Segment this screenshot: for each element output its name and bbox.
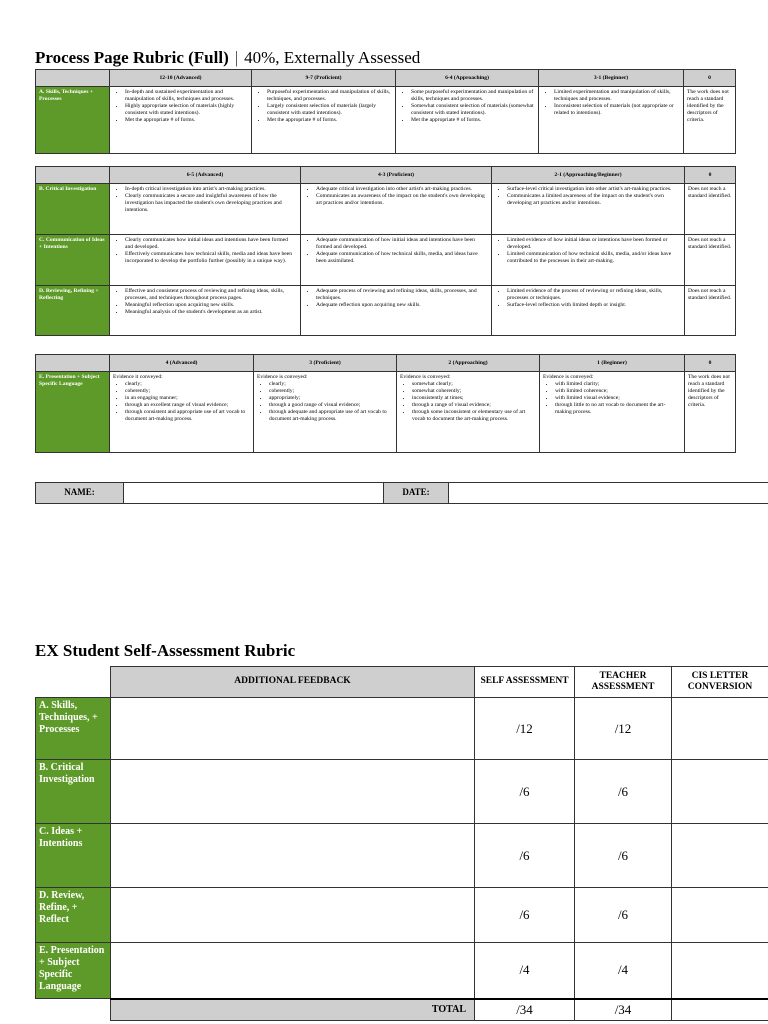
descriptor-item: • Inconsistent selection of materials (not appropriate or related to intentions). — [554, 103, 680, 117]
descriptor-item: • coherently; — [125, 388, 250, 395]
descriptor-item: • through some inconsistent or elementary use of art vocab to document the art-making process. — [412, 409, 536, 423]
zero-cell: Does not reach a standard identified. — [685, 184, 736, 235]
feedback-cell[interactable] — [111, 824, 475, 888]
self-score[interactable]: /4 — [475, 943, 575, 999]
descriptor-item: • through a range of visual evidence; — [412, 402, 536, 409]
descriptor-item: • clearly; — [125, 381, 250, 388]
descriptor-item: • Adequate process of reviewing and refining ideas, skills, processes, and techniques. — [316, 288, 488, 302]
descriptor-item: • Communicates an awareness of the impact on the student's own developing art practices and/or intentions. — [316, 193, 488, 207]
header-beginner: 3-1 (Beginner) — [539, 70, 684, 87]
total-label: TOTAL — [111, 999, 475, 1021]
descriptor-item: • Limited evidence of how initial ideas or intentions have been formed or developed. — [507, 237, 681, 251]
descriptor-item: • Meaningful analysis of the student's development as an artist. — [125, 309, 297, 316]
descriptor-item: • Effective and consistent process of reviewing and refining ideas, skills, processes, and techniques throughout process pages. — [125, 288, 297, 302]
header-approaching: 2 (Approaching) — [397, 355, 540, 372]
header-self: SELF ASSESSMENT — [475, 667, 575, 698]
descriptor-item: • coherently; — [269, 388, 393, 395]
criteria-label: C. Communication of Ideas + Intentions — [36, 235, 110, 286]
descriptor-item: • Some purposeful experimentation and manipulation of skills, techniques and processes. — [411, 89, 535, 103]
self-total[interactable]: /34 — [475, 999, 575, 1021]
teacher-score[interactable]: /6 — [575, 888, 672, 943]
cis-cell[interactable] — [672, 943, 768, 999]
descriptor-cell — [492, 235, 685, 286]
descriptor-item: • somewhat coherently; — [412, 388, 536, 395]
rubric-table-a — [35, 69, 736, 154]
header-proficient: 9-7 (Proficient) — [252, 70, 396, 87]
self-score[interactable]: /6 — [475, 760, 575, 824]
descriptor-item: • Somewhat consistent selection of materials (somewhat consistent with stated intentions). — [411, 103, 535, 117]
descriptor-cell: Evidence is conveyed: • with limited clarity; • with limited coherence; • with limited visual evidence; • through little to no art vocab to document the art-making process. — [540, 372, 685, 453]
feedback-cell[interactable] — [111, 943, 475, 999]
descriptor-item: • Surface-level reflection with limited depth or insight. — [507, 302, 681, 309]
date-field[interactable] — [449, 483, 768, 504]
descriptor-item: • Surface-level critical investigation into other artist's art-making practices. — [507, 186, 681, 193]
header-approaching: 6-4 (Approaching) — [396, 70, 539, 87]
descriptor-cell — [110, 87, 252, 154]
descriptor-cell — [110, 286, 301, 336]
descriptor-item: • Effectively communicates how technical skills, media and ideas have been incorporated to develop the portfolio further (possibly in a unique way). — [125, 251, 297, 265]
zero-cell: The work does not reach a standard identified by the descriptors of criteria. — [684, 87, 736, 154]
descriptor-item: • in an engaging manner; — [125, 395, 250, 402]
header-advanced: 12-10 (Advanced) — [110, 70, 252, 87]
criteria-label: A. Skills, Techniques + Processes — [36, 87, 110, 154]
descriptor-item: • Adequate communication of how technical skills, media, and ideas have been assimilated. — [316, 251, 488, 265]
teacher-score[interactable]: /6 — [575, 760, 672, 824]
zero-cell: The work does not reach a standard identified by the descriptors of criteria. — [685, 372, 736, 453]
descriptor-cell — [110, 184, 301, 235]
page-title: Process Page Rubric (Full) | 40%, Externally Assessed — [35, 48, 421, 67]
teacher-total[interactable]: /34 — [575, 999, 672, 1021]
descriptor-item: • Adequate communication of how initial ideas and intentions have been formed and developed. — [316, 237, 488, 251]
header-zero: 0 — [685, 167, 736, 184]
descriptor-item: • with limited visual evidence; — [555, 395, 681, 402]
header-approaching: 2-1 (Approaching/Beginner) — [492, 167, 685, 184]
feedback-cell[interactable] — [111, 888, 475, 943]
descriptor-item: • somewhat clearly; — [412, 381, 536, 388]
teacher-score[interactable]: /6 — [575, 824, 672, 888]
descriptor-cell — [492, 286, 685, 336]
header-beginner: 1 (Beginner) — [540, 355, 685, 372]
descriptor-item: • appropriately; — [269, 395, 393, 402]
descriptor-cell — [252, 87, 396, 154]
criteria-label: A. Skills, Techniques, + Processes — [36, 698, 111, 760]
descriptor-item: • Limited experimentation and manipulation of skills, techniques and processes. — [554, 89, 680, 103]
descriptor-cell — [301, 235, 492, 286]
rubric-table-bcd — [35, 166, 736, 336]
descriptor-item: • Communicates a limited awareness of the impact on the student's own developing art practices and/or intentions. — [507, 193, 681, 207]
name-field[interactable] — [124, 483, 384, 504]
self-assessment-title: EX Student Self-Assessment Rubric — [35, 641, 296, 660]
descriptor-cell: Evidence it conveyed: • clearly; • coherently; • in an engaging manner; • through an excellent range of visual evidence; • through consistent and appropriate use of art vocab to document art-making process. — [110, 372, 254, 453]
name-date-bar — [35, 482, 768, 504]
self-score[interactable]: /6 — [475, 888, 575, 943]
descriptor-cell — [492, 184, 685, 235]
header-zero: 0 — [684, 70, 736, 87]
criteria-label: E. Presentation + Subject Specific Language — [36, 943, 111, 999]
teacher-score[interactable]: /4 — [575, 943, 672, 999]
rubric-table-e — [35, 354, 736, 453]
descriptor-item: • clearly; — [269, 381, 393, 388]
criteria-label: E. Presentation + Subject Specific Language — [36, 372, 110, 453]
descriptor-item: • Adequate reflection upon acquiring new skills. — [316, 302, 488, 309]
name-label: NAME: — [36, 483, 124, 504]
self-assessment-table — [35, 666, 768, 1021]
descriptor-item: • In-depth and sustained experimentation and manipulation of skills, techniques and processes. — [125, 89, 248, 103]
descriptor-cell: Evidence is conveyed: • somewhat clearly; • somewhat coherently; • inconsistently at times; • through a range of visual evidence; • through some inconsistent or elementary use of art vocab to document the art-making process. — [397, 372, 540, 453]
descriptor-item: • Limited evidence of the process of reviewing or refining ideas, skills, processes or techniques. — [507, 288, 681, 302]
descriptor-item: • inconsistently at times; — [412, 395, 536, 402]
descriptor-item: • Largely consistent selection of materials (largely consistent with stated intentions). — [267, 103, 392, 117]
descriptor-item: • through a good range of visual evidence; — [269, 402, 393, 409]
criteria-label: D. Review, Refine, + Reflect — [36, 888, 111, 943]
header-proficient: 3 (Proficient) — [254, 355, 397, 372]
descriptor-item: • Adequate critical investigation into other artist's art-making practices. — [316, 186, 488, 193]
descriptor-cell — [110, 235, 301, 286]
zero-cell: Does not reach a standard identified. — [685, 235, 736, 286]
descriptor-item: • Met the appropriate # of forms. — [267, 117, 392, 124]
descriptor-item: • through little to no art vocab to document the art-making process. — [555, 402, 681, 416]
feedback-cell[interactable] — [111, 698, 475, 760]
descriptor-item: • Highly appropriate selection of materials (highly consistent with stated intentions). — [125, 103, 248, 117]
header-feedback: ADDITIONAL FEEDBACK — [111, 667, 475, 698]
descriptor-item: • Clearly communicates how initial ideas and intentions have been formed and developed. — [125, 237, 297, 251]
zero-cell: Does not reach a standard identified. — [685, 286, 736, 336]
descriptor-cell — [301, 286, 492, 336]
feedback-cell[interactable] — [111, 760, 475, 824]
descriptor-item: • through an excellent range of visual evidence; — [125, 402, 250, 409]
descriptor-item: • through adequate and appropriate use of art vocab to document art-making process. — [269, 409, 393, 423]
descriptor-item: • Meaningful reflection upon acquiring new skills. — [125, 302, 297, 309]
criteria-label: B. Critical Investigation — [36, 184, 110, 235]
criteria-label: C. Ideas + Intentions — [36, 824, 111, 888]
criteria-label: D. Reviewing, Refining + Reflecting — [36, 286, 110, 336]
cis-cell[interactable] — [672, 760, 768, 824]
descriptor-item: • Limited communication of how technical skills, media, and/or ideas have contributed to the processes in their art-making. — [507, 251, 681, 265]
header-zero: 0 — [685, 355, 736, 372]
teacher-score[interactable]: /12 — [575, 698, 672, 760]
date-label: DATE: — [384, 483, 449, 504]
descriptor-item: • Met the appropriate # of forms. — [411, 117, 535, 124]
header-proficient: 4-3 (Proficient) — [301, 167, 492, 184]
descriptor-item: • Clearly communicates a secure and insightful awareness of how the investigation has impacted the student's own developing practices and intentions. — [125, 193, 297, 214]
descriptor-cell — [539, 87, 684, 154]
descriptor-item: • through consistent and appropriate use of art vocab to document art-making process. — [125, 409, 250, 423]
descriptor-item: • Purposeful experimentation and manipulation of skills, techniques, and processes. — [267, 89, 392, 103]
criteria-label: B. Critical Investigation — [36, 760, 111, 824]
cis-cell[interactable] — [672, 698, 768, 760]
cis-cell[interactable] — [672, 888, 768, 943]
header-teacher: TEACHER ASSESSMENT — [575, 667, 672, 698]
header-advanced: 6-5 (Advanced) — [110, 167, 301, 184]
descriptor-item: • with limited clarity; — [555, 381, 681, 388]
self-score[interactable]: /6 — [475, 824, 575, 888]
header-advanced: 4 (Advanced) — [110, 355, 254, 372]
descriptor-item: • Met the appropriate # of forms. — [125, 117, 248, 124]
cis-total[interactable] — [672, 999, 768, 1021]
cis-cell[interactable] — [672, 824, 768, 888]
header-cis: CIS LETTER CONVERSION — [672, 667, 768, 698]
descriptor-cell — [301, 184, 492, 235]
self-score[interactable]: /12 — [475, 698, 575, 760]
descriptor-cell — [396, 87, 539, 154]
descriptor-item: • In-depth critical investigation into artist's art-making practices. — [125, 186, 297, 193]
descriptor-cell: Evidence is conveyed: • clearly; • coherently; • appropriately; • through a good range of visual evidence; • through adequate and appropriate use of art vocab to document art-making process. — [254, 372, 397, 453]
descriptor-item: • with limited coherence; — [555, 388, 681, 395]
